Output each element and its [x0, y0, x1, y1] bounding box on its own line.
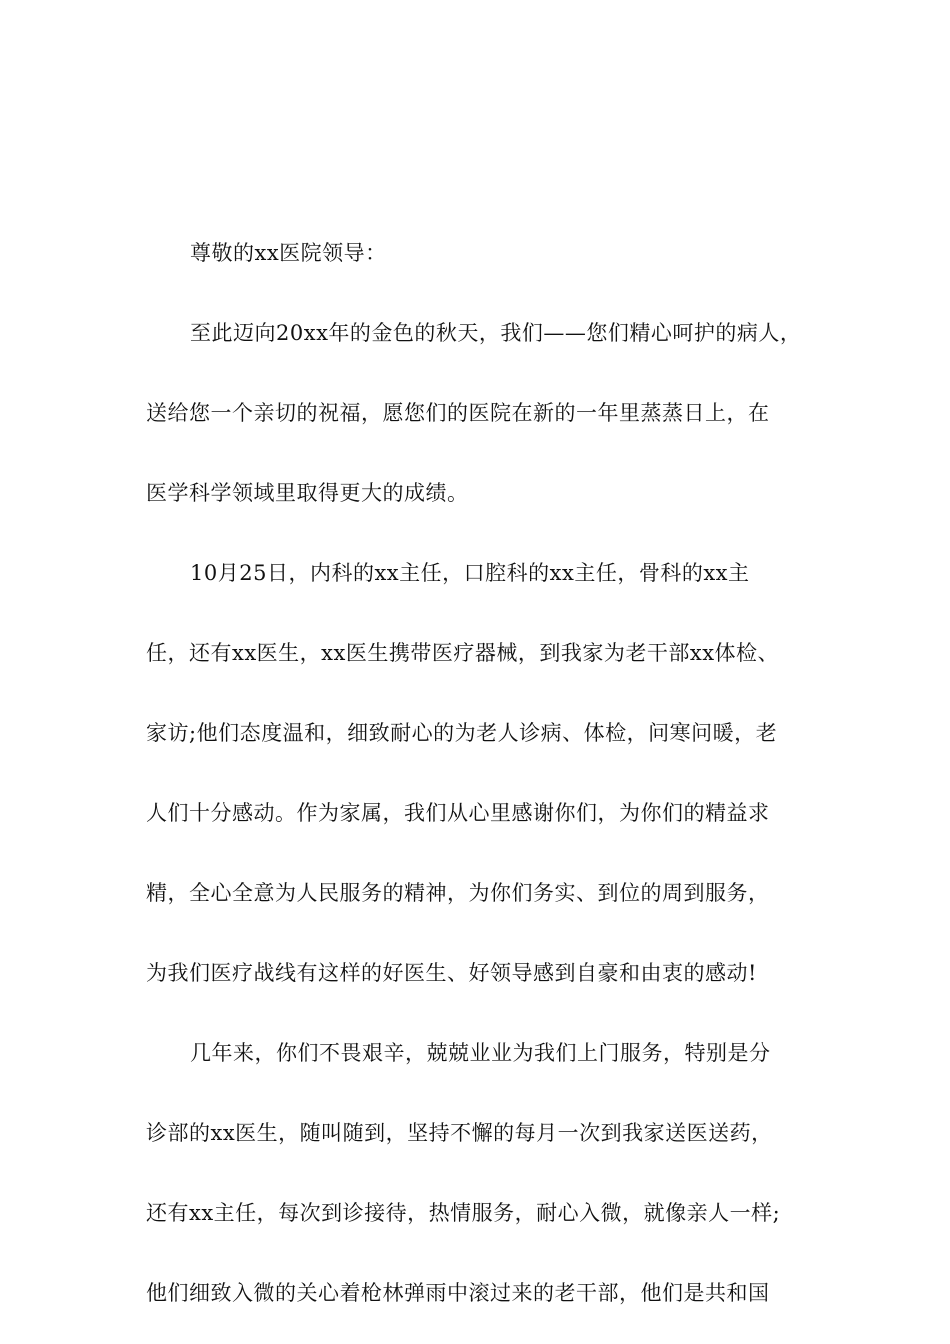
paragraph-line: 为我们医疗战线有这样的好医生、好领导感到自豪和由衷的感动!: [146, 961, 757, 985]
paragraph-line: 他们细致入微的关心着枪林弹雨中滚过来的老干部，他们是共和国: [146, 1281, 770, 1305]
paragraph-line: 几年来，你们不畏艰辛，兢兢业业为我们上门服务，特别是分: [190, 1041, 771, 1065]
paragraph-line: 精，全心全意为人民服务的精神，为你们务实、到位的周到服务，: [146, 881, 770, 905]
paragraph-line: 诊部的xx医生，随叫随到，坚持不懈的每月一次到我家送医送药，: [146, 1121, 773, 1145]
salutation: 尊敬的xx医院领导：: [190, 241, 387, 265]
paragraph-line: 送给您一个亲切的祝福，愿您们的医院在新的一年里蒸蒸日上，在: [146, 401, 770, 425]
paragraph-line: 10月25日，内科的xx主任，口腔科的xx主任，骨科的xx主: [190, 561, 750, 585]
paragraph-line: 医学科学领域里取得更大的成绩。: [146, 481, 469, 505]
paragraph-line: 任，还有xx医生，xx医生携带医疗器械，到我家为老干部xx体检、: [146, 641, 780, 665]
paragraph-line: 还有xx主任，每次到诊接待，热情服务，耐心入微，就像亲人一样;: [146, 1201, 781, 1225]
paragraph-line: 至此迈向20xx年的金色的秋天，我们——您们精心呵护的病人，: [190, 321, 802, 345]
paragraph-line: 人们十分感动。作为家属，我们从心里感谢你们，为你们的精益求: [146, 801, 770, 825]
paragraph-line: 家访;他们态度温和，细致耐心的为老人诊病、体检，问寒问暖，老: [146, 721, 778, 745]
